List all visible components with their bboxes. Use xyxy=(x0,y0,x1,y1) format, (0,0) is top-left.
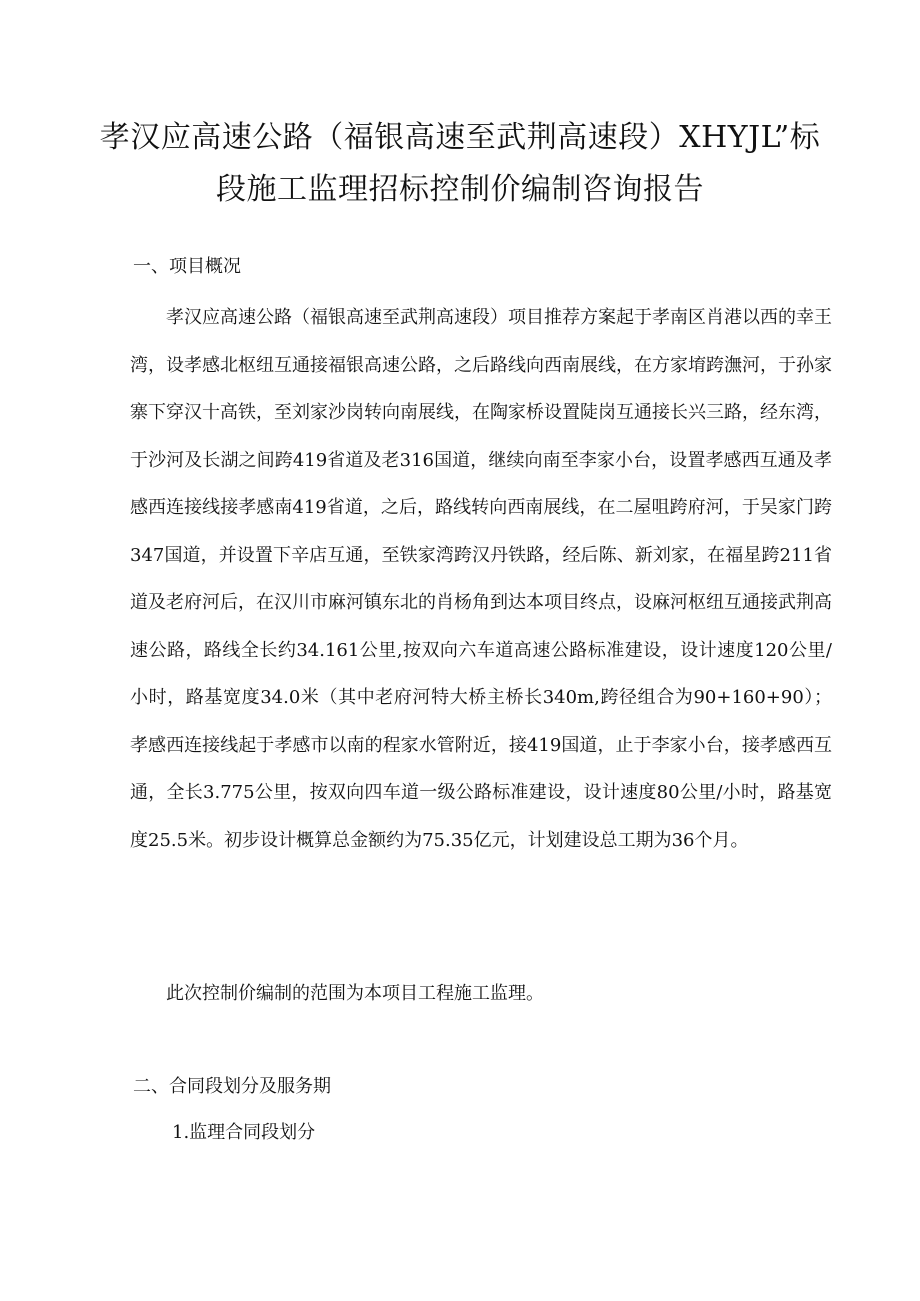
subsection-heading-supervision-contract: 1.监理合同段划分 xyxy=(172,1122,316,1143)
section-heading-project-overview: 一、项目概况 xyxy=(133,256,241,277)
document-title-line-2: 段施工监理招标控制价编制咨询报告 xyxy=(216,172,704,207)
section-heading-contract-division: 二、合同段划分及服务期 xyxy=(133,1076,331,1097)
project-overview-paragraph: 孝汉应高速公路（福银高速至武荆高速段）项目推荐方案起于孝南区肖港以西的幸王湾，设孝感北枢纽互通接福银高速公路，之后路线向西南展线，在方家堉跨潕河，于孙家寨下穿汉十高铁，至刘家沙岗转向南展线，在陶家桥设置陡岗互通接长兴三路，经东湾，于沙河及长湖之间跨419省道及老316国道，继续向南至李家小台，设置孝感西互通及孝感西连接线接孝感南419省道，之后，路线转向西南展线，在二屋咀跨府河，于吴家门跨347国道，并设置下辛店互通，至铁家湾跨汉丹铁路，经后陈、新刘家，在福星跨211省道及老府河后，在汉川市麻河镇东北的肖杨角到达本项目终点，设麻河枢纽互通接武荆高速公路，路线全长约34.161公里,按双向六车道高速公路标准建设，设计速度120公里/小时，路基宽度34.0米（其中老府河特大桥主桥长340m,跨径组合为90+160+90）；孝感西连接线起于孝感市以南的程家水管附近，接419国道，止于李家小台，接孝感西互通，全长3.775公里，按双向四车道一级公路标准建设，设计速度80公里/小时，路基宽度25.5米。初步设计概算总金额约为75.35亿元，计划建设总工期为36个月。 xyxy=(130,307,832,851)
scope-paragraph: 此次控制价编制的范围为本项目工程施工监理。 xyxy=(166,983,544,1004)
document-title-line-1: 孝汉应高速公路（福银高速至武荆高速段）XHYJL”标 xyxy=(99,120,821,155)
